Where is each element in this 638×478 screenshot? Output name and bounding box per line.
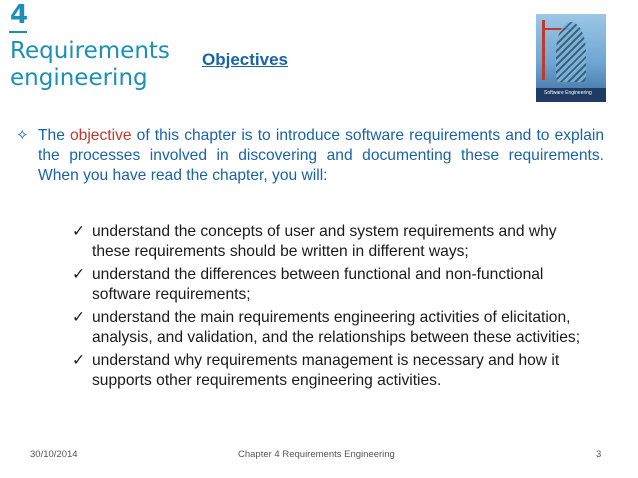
cover-title: Software Engineering xyxy=(544,90,592,96)
checkmark-icon: ✓ xyxy=(72,265,86,283)
list-item-text: understand why requirements management is necessary and how it supports other requirements engineering activities. xyxy=(92,352,560,389)
objectives-list xyxy=(72,222,592,394)
list-item xyxy=(72,265,592,304)
checkmark-icon: ✓ xyxy=(72,222,86,240)
intro-paragraph xyxy=(16,126,605,186)
list-item-text: understand the concepts of user and system requirements and why these requirements should be written in different ways; xyxy=(92,223,557,260)
diamond-outline-icon: ✧ xyxy=(16,127,29,144)
slide-heading: Objectives xyxy=(202,50,288,69)
checkmark-icon: ✓ xyxy=(72,351,86,369)
intro-suffix: When you have read the chapter, you will: xyxy=(38,167,328,184)
checkmark-icon: ✓ xyxy=(72,308,86,326)
list-item xyxy=(72,308,592,347)
chapter-number: 4 xyxy=(10,0,29,30)
chapter-rule xyxy=(9,31,27,33)
list-item xyxy=(72,222,592,261)
tower-shape xyxy=(556,22,586,82)
list-item-text: understand the differences between functional and non-functional software requirements; xyxy=(92,266,544,303)
footer-page-number: 3 xyxy=(596,449,602,460)
list-item-text: understand the main requirements engineering activities of elicitation, analysis, and validation, and the relationships between these activities; xyxy=(92,309,581,346)
footer-date: 30/10/2014 xyxy=(30,449,78,460)
intro-prefix: The xyxy=(38,127,70,144)
footer-chapter: Chapter 4 Requirements Engineering xyxy=(238,449,395,460)
list-item xyxy=(72,351,592,390)
chapter-title: Requirements engineering xyxy=(10,38,170,91)
intro-mid: of this chapter is to introduce software requirements and to explain the processes involved in discovering and documenting these requirements. xyxy=(38,127,605,164)
book-cover-image xyxy=(536,14,606,102)
intro-highlight: objective xyxy=(70,127,132,144)
